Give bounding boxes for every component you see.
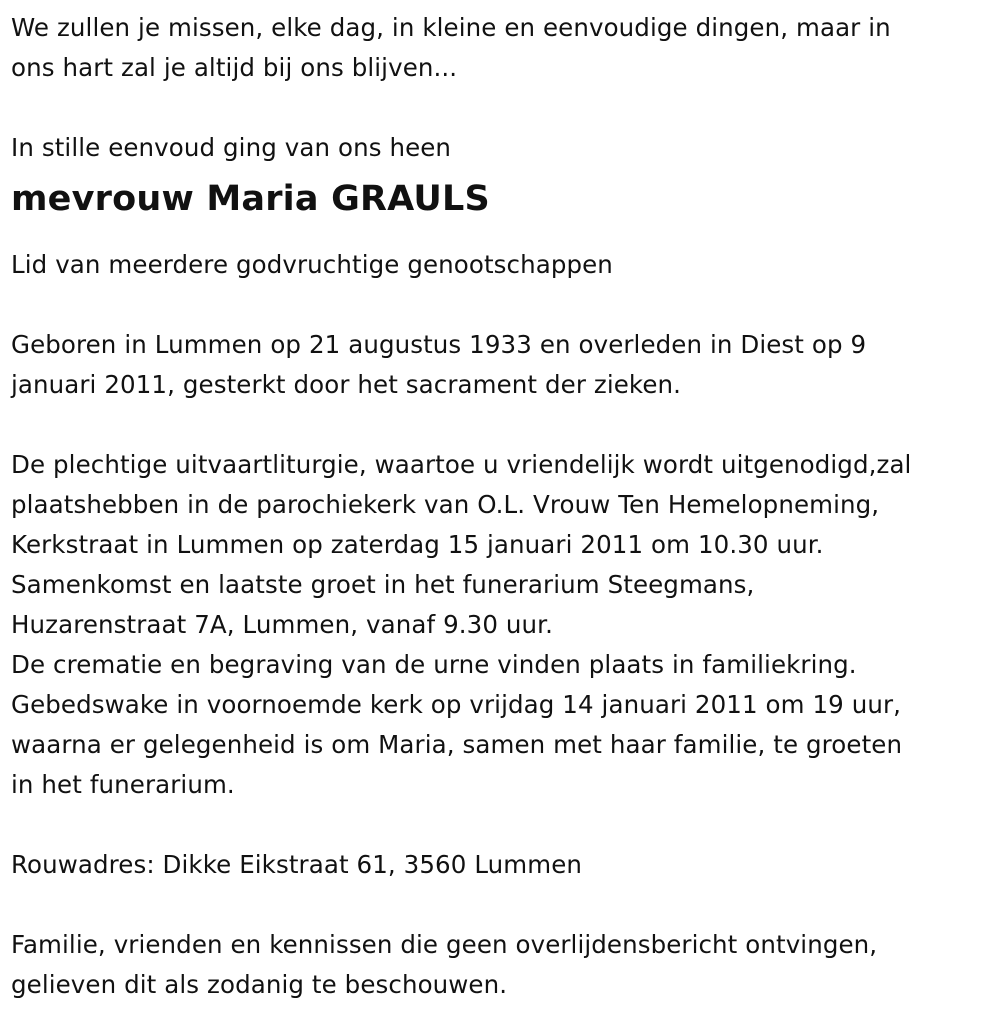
spacer [11, 88, 1000, 128]
spacer [11, 885, 1000, 925]
ceremony-line: waarna er gelegenheid is om Maria, samen met haar familie, te groeten [11, 730, 903, 760]
ceremony-line: in het funerarium. [11, 770, 235, 800]
closing-paragraph [11, 925, 1000, 1005]
intro-line-1: We zullen je missen, elke dag, in kleine en eenvoudige dingen, maar in [11, 13, 891, 42]
birth-death-line-2: januari 2011, gesterkt door het sacrament der zieken. [11, 370, 682, 400]
deceased-role: Lid van meerdere godvruchtige genootschappen [11, 250, 613, 280]
ceremony-line: De crematie en begraving van de urne vinden plaats in familiekring. [11, 650, 857, 680]
deceased-name: mevrouw Maria GRAULS [11, 179, 490, 219]
intro-paragraph [11, 8, 1000, 88]
mourning-address: Rouwadres: Dikke Eikstraat 61, 3560 Lummen [11, 850, 583, 880]
closing-line-1: Familie, vrienden en kennissen die geen overlijdensbericht ontvingen, [11, 930, 878, 960]
birth-death-line-1: Geboren in Lummen op 21 augustus 1933 en overleden in Diest op 9 [11, 330, 867, 360]
ceremony-line: Kerkstraat in Lummen op zaterdag 15 januari 2011 om 10.30 uur. [11, 530, 824, 560]
spacer [11, 285, 1000, 325]
ceremony-line: De plechtige uitvaartliturgie, waartoe u vriendelijk wordt uitgenodigd,zal [11, 450, 912, 480]
spacer [11, 805, 1000, 845]
ceremony-line: Gebedswake in voornoemde kerk op vrijdag 14 januari 2011 om 19 uur, [11, 690, 902, 720]
intro-line-2: ons hart zal je altijd bij ons blijven... [11, 53, 458, 82]
ceremony-line: Huzarenstraat 7A, Lummen, vanaf 9.30 uur. [11, 610, 553, 640]
ceremony-line: Samenkomst en laatste groet in het funerarium Steegmans, [11, 570, 755, 600]
lead-text: In stille eenvoud ging van ons heen [11, 133, 452, 162]
closing-line-2: gelieven dit als zodanig te beschouwen. [11, 970, 508, 1000]
birth-death-paragraph [11, 325, 1000, 405]
ceremony-line: plaatshebben in de parochiekerk van O.L. Vrouw Ten Hemelopneming, [11, 490, 880, 520]
spacer [11, 405, 1000, 445]
ceremony-paragraph [11, 445, 1000, 805]
